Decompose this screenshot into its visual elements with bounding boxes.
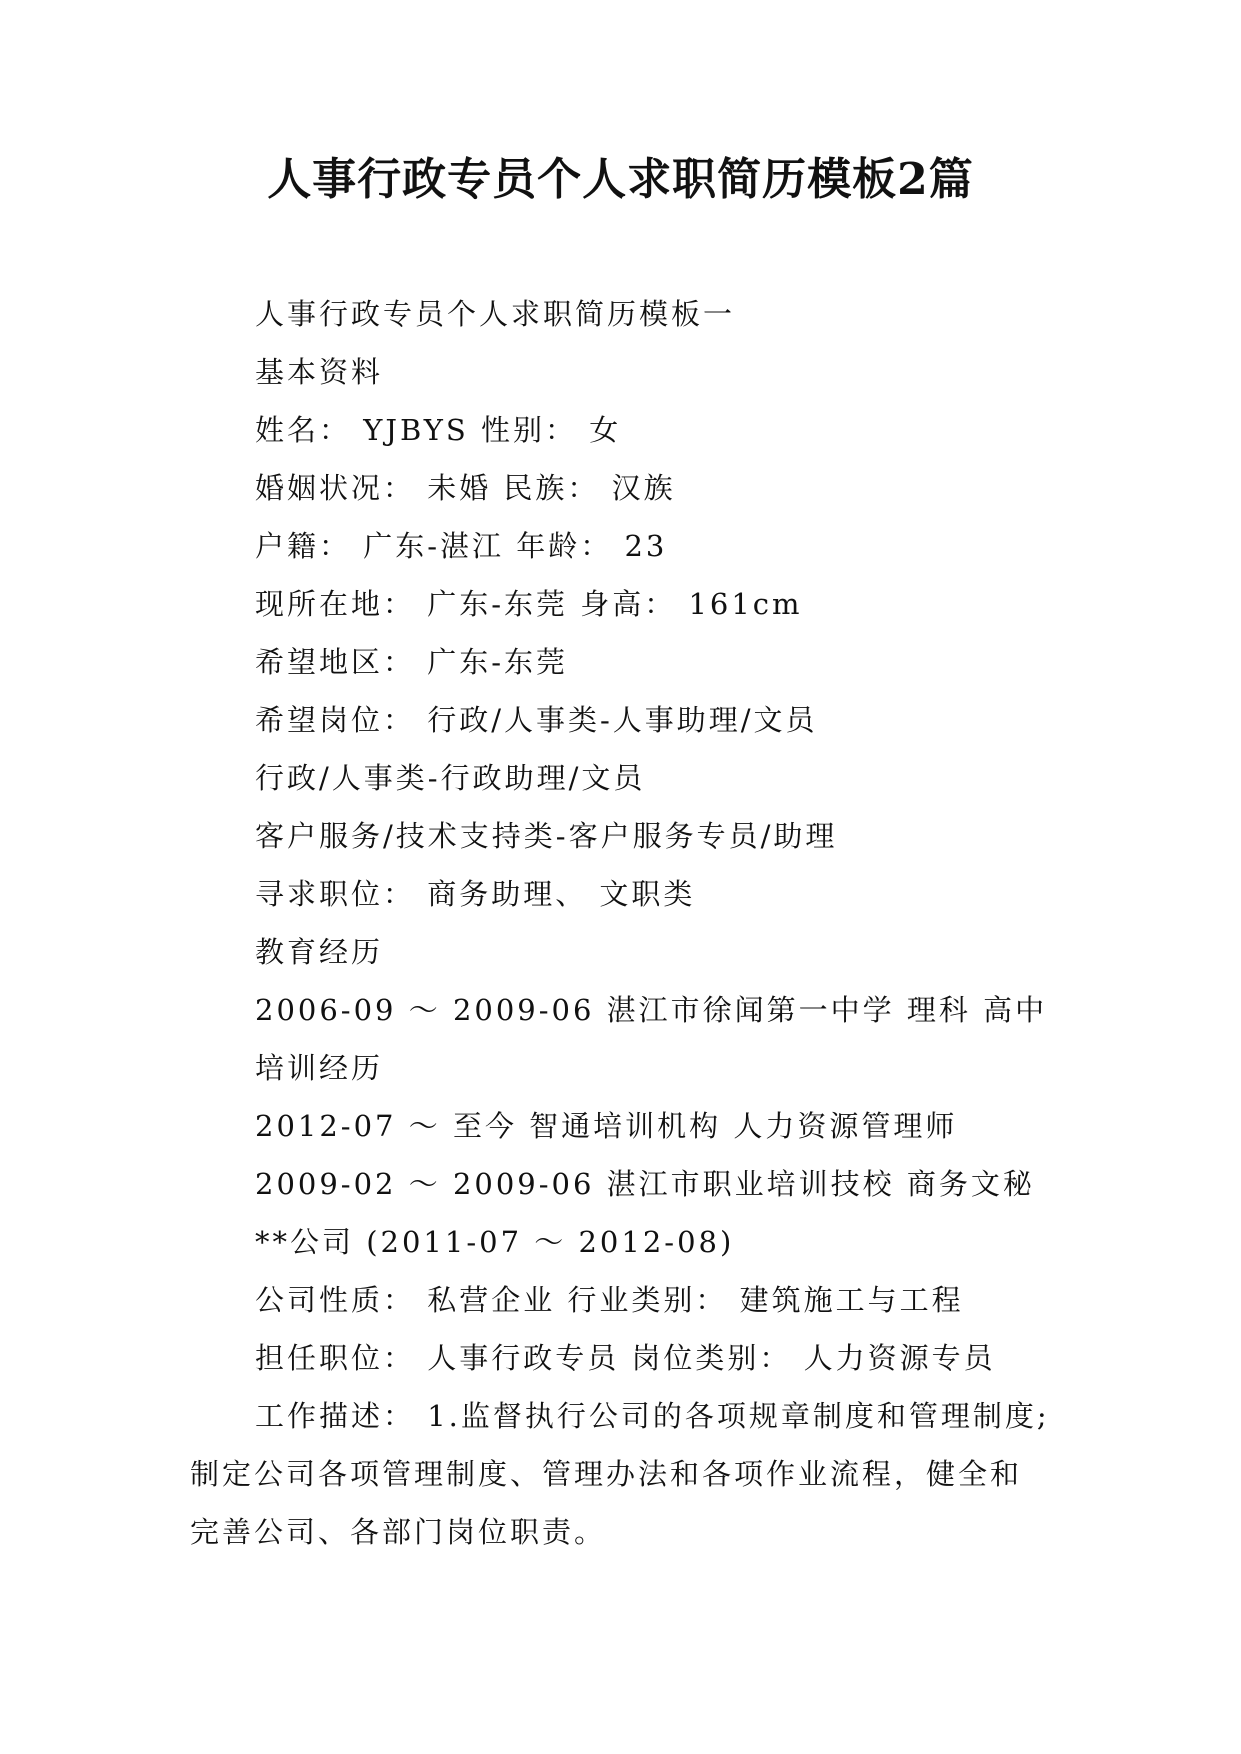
info-line-marital-ethnicity: 婚姻状况： 未婚 民族： 汉族 [255, 471, 676, 505]
info-line-location-height: 现所在地： 广东-东莞 身高： 161cm [255, 587, 803, 621]
info-line-seeking-position: 寻求职位： 商务助理、 文职类 [255, 877, 696, 911]
training-entry-2: 2009-02 ～ 2009-06 湛江市职业培训技校 商务文秘 [255, 1167, 1035, 1201]
work-company-line: **公司 (2011-07 ～ 2012-08) [255, 1225, 735, 1259]
work-description-paragraph: 工作描述： 1.监督执行公司的各项规章制度和管理制度;制定公司各项管理制度、管理办法和各项作业流程，健全和完善公司、各部门岗位职责。 [190, 1399, 1050, 1549]
info-line-desired-region: 希望地区： 广东-东莞 [255, 645, 569, 679]
info-line-desired-position-2: 行政/人事类-行政助理/文员 [255, 761, 646, 795]
document-body [190, 285, 1050, 1561]
work-company-nature: 公司性质： 私营企业 行业类别： 建筑施工与工程 [255, 1283, 964, 1317]
info-line-desired-position-3: 客户服务/技术支持类-客户服务专员/助理 [255, 819, 838, 853]
info-line-hukou-age: 户籍： 广东-湛江 年龄： 23 [255, 529, 668, 563]
section-heading-template-one: 人事行政专员个人求职简历模板一 [255, 297, 736, 331]
info-line-name-gender: 姓名： YJBYS 性别： 女 [255, 413, 622, 447]
section-heading-training: 培训经历 [255, 1051, 384, 1085]
education-entry: 2006-09 ～ 2009-06 湛江市徐闻第一中学 理科 高中 [255, 993, 1048, 1027]
training-entry-1: 2012-07 ～ 至今 智通培训机构 人力资源管理师 [255, 1109, 958, 1143]
work-position-line: 担任职位： 人事行政专员 岗位类别： 人力资源专员 [255, 1341, 996, 1375]
section-heading-basic-info: 基本资料 [255, 355, 384, 389]
section-heading-education: 教育经历 [255, 935, 384, 969]
document-title: 人事行政专员个人求职简历模板2篇 [267, 154, 974, 205]
info-line-desired-position: 希望岗位： 行政/人事类-人事助理/文员 [255, 703, 818, 737]
